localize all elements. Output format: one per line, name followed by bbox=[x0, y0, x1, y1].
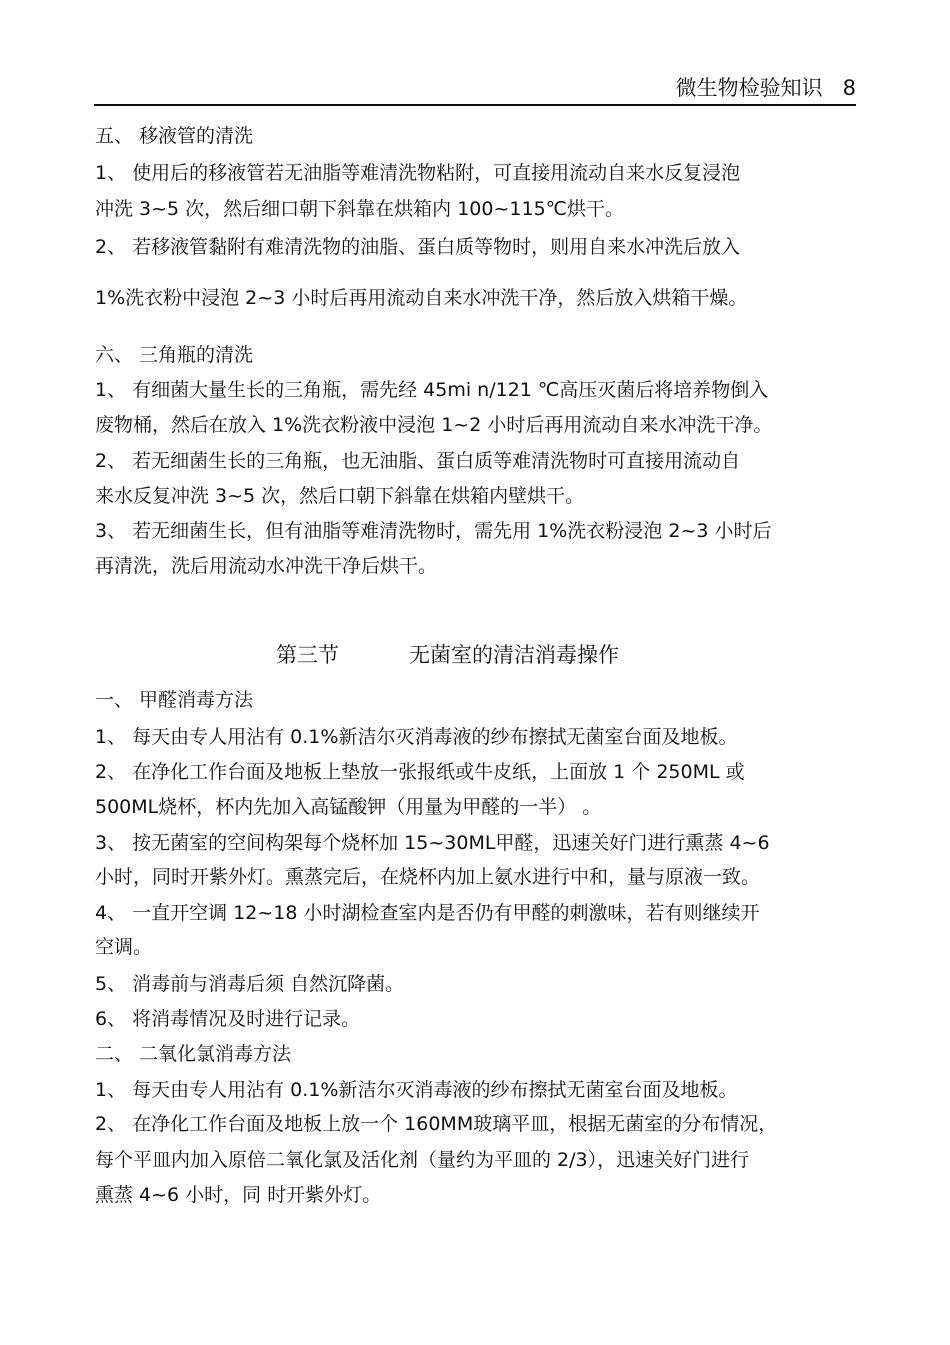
text-line: 3、 若无细菌生长，但有油脂等难清洗物时，需先用 1%洗衣粉浸泡 2~3 小时后 bbox=[95, 520, 772, 542]
section-title bbox=[276, 642, 619, 668]
text-line: 1%洗衣粉中浸泡 2~3 小时后再用流动自来水冲洗干净，然后放入烘箱干燥。 bbox=[95, 287, 748, 309]
text-line: 3、 按无菌室的空间构架每个烧杯加 15~30ML甲醛，迅速关好门进行熏蒸 4~6 bbox=[95, 832, 770, 854]
text-line: 2、 若无细菌生长的三角瓶，也无油脂、蛋白质等难清洗物时可直接用流动自 bbox=[95, 450, 741, 472]
header-title: 微生物检验知识 bbox=[675, 76, 823, 100]
text-line: 冲洗 3~5 次，然后细口朝下斜靠在烘箱内 100~115℃烘干。 bbox=[95, 198, 625, 220]
text-line: 1、 有细菌大量生长的三角瓶，需先经 45mi n/121 ℃高压灭菌后将培养物倒入 bbox=[95, 379, 769, 401]
text-line: 1、 每天由专人用沾有 0.1%新洁尔灭消毒液的纱布擦拭无菌室台面及地板。 bbox=[95, 1079, 738, 1101]
section-name: 无菌室的清洁消毒操作 bbox=[409, 643, 619, 667]
text-line: 4、 一直开空调 12~18 小时湖检查室内是否仍有甲醛的刺激味，若有则继续开 bbox=[95, 902, 760, 924]
text-line: 空调。 bbox=[95, 936, 153, 958]
text-line: 6、 将消毒情况及时进行记录。 bbox=[95, 1008, 361, 1030]
text-line: 再清洗，洗后用流动水冲洗干净后烘干。 bbox=[95, 555, 438, 577]
heading-formaldehyde-method: 一、 甲醛消毒方法 bbox=[95, 689, 254, 711]
heading-flask-cleaning: 六、 三角瓶的清洗 bbox=[95, 344, 254, 366]
text-line: 熏蒸 4~6 小时，同 时开紫外灯。 bbox=[95, 1184, 382, 1206]
text-line: 1、 使用后的移液管若无油脂等难清洗物粘附，可直接用流动自来水反复浸泡 bbox=[95, 162, 741, 184]
text-line: 1、 每天由专人用沾有 0.1%新洁尔灭消毒液的纱布擦拭无菌室台面及地板。 bbox=[95, 726, 738, 748]
text-line: 小时，同时开紫外灯。熏蒸完后，在烧杯内加上氨水进行中和，量与原液一致。 bbox=[95, 866, 761, 888]
text-line: 2、 若移液管黏附有难清洗物的油脂、蛋白质等物时，则用自来水冲洗后放入 bbox=[95, 236, 741, 258]
text-line: 2、 在净化工作台面及地板上放一个 160MM玻璃平皿，根据无菌室的分布情况， bbox=[95, 1113, 778, 1135]
page-number: 8 bbox=[842, 76, 856, 100]
text-line: 废物桶，然后在放入 1%洗衣粉液中浸泡 1~2 小时后再用流动自来水冲洗干净。 bbox=[95, 414, 773, 436]
text-line: 500ML烧杯，杯内先加入高锰酸钾（用量为甲醛的一半） 。 bbox=[95, 796, 602, 818]
header-text bbox=[676, 72, 856, 102]
heading-pipette-cleaning: 五、 移液管的清洗 bbox=[95, 125, 254, 147]
text-line: 2、 在净化工作台面及地板上垫放一张报纸或牛皮纸，上面放 1 个 250ML 或 bbox=[95, 761, 745, 783]
text-line: 来水反复冲洗 3~5 次，然后口朝下斜靠在烘箱内壁烘干。 bbox=[95, 485, 585, 507]
text-line: 每个平皿内加入原倍二氧化氯及活化剂（量约为平皿的 2/3），迅速关好门进行 bbox=[95, 1149, 750, 1171]
page-header bbox=[94, 70, 856, 106]
section-chapter: 第三节 bbox=[276, 643, 339, 667]
heading-chlorine-dioxide-method: 二、 二氧化氯消毒方法 bbox=[95, 1043, 292, 1065]
text-line: 5、 消毒前与消毒后须 自然沉降菌。 bbox=[95, 973, 405, 995]
